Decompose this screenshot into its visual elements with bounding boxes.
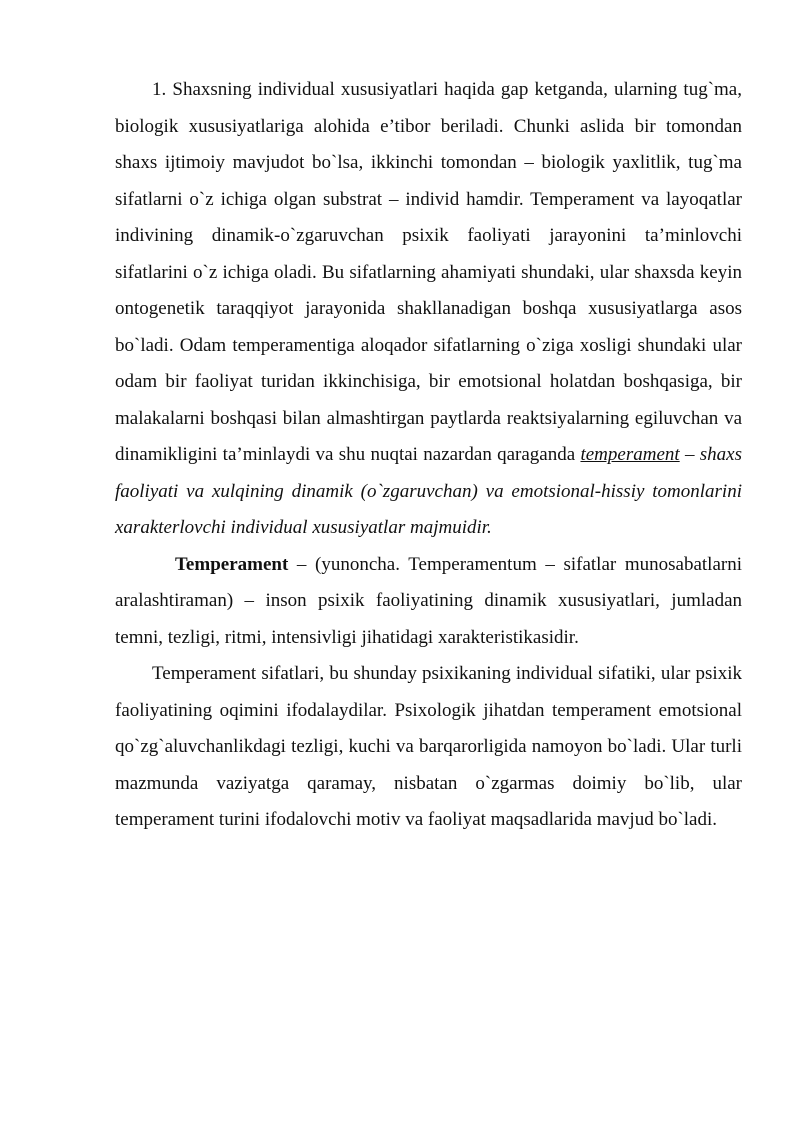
defined-term-temperament: temperament (580, 444, 680, 465)
paragraph-individual-traits (115, 72, 742, 547)
definition-text: – shaxs faoliyati va xulqining dinamik (o`zgaruvchan) va emotsional-hissiy tomonlarini xarakterlovchi individual xususiyatlar majmuidir. (115, 444, 742, 538)
paragraph-temperament-definition (115, 547, 742, 657)
paragraph-text: – (yunoncha. Temperamentum – sifatlar munosabatlarni aralashtiraman) – inson psixik faoliyatining dinamik xususiyatlari, jumladan temni, tezligi, ritmi, intensivligi jihatidagi xarakteristikasidir. (115, 553, 742, 648)
paragraph-text: 1. Shaxsning individual xususiyatlari haqida gap ketganda, ularning tug`ma, biologik xususiyatlariga alohida e’tibor beriladi. Chunki aslida bir tomondan shaxs ijtimoiy mavjudot bo`lsa, ikkinchi tomondan – biologik yaxlitlik, tug`ma sifatlarni o`z ichiga olgan substrat – individ hamdir. Temperament va layoqatlar indivining dinamik-o`zgaruvchan psixik faoliyati jarayonini ta’minlovchi sifatlarini o`z ichiga oladi. Bu sifatlarning ahamiyati shundaki, ular shaxsda keyin ontogenetik taraqqiyot jarayonida shakllanadigan boshqa xususiyatlarga asos bo`ladi. Odam temperamentiga aloqador sifatlarning o`ziga xosligi shundaki ular odam bir faoliyat turidan ikkinchisiga, bir emotsional holatdan boshqasiga, bir malakalarni boshqasi bilan almashtirgan paytlarda reaktsiyalarning egiluvchan va dinamikligini ta’minlaydi va shu nuqtai nazardan qaraganda (115, 79, 742, 465)
bold-term-temperament: Temperament (175, 553, 289, 575)
document-page (115, 72, 742, 839)
paragraph-text: Temperament sifatlari, bu shunday psixikaning individual sifatiki, ular psixik faoliyatining oqimini ifodalaydilar. Psixologik jihatdan temperament emotsional qo`zg`aluvchanlikdagi tezligi, kuchi va barqarorligida namoyon bo`ladi. Ular turli mazmunda vaziyatga qaramay, nisbatan o`zgarmas doimiy bo`lib, ular temperament turini ifodalovchi motiv va faoliyat maqsadlarida mavjud bo`ladi. (115, 663, 742, 830)
paragraph-temperament-qualities (115, 656, 742, 839)
